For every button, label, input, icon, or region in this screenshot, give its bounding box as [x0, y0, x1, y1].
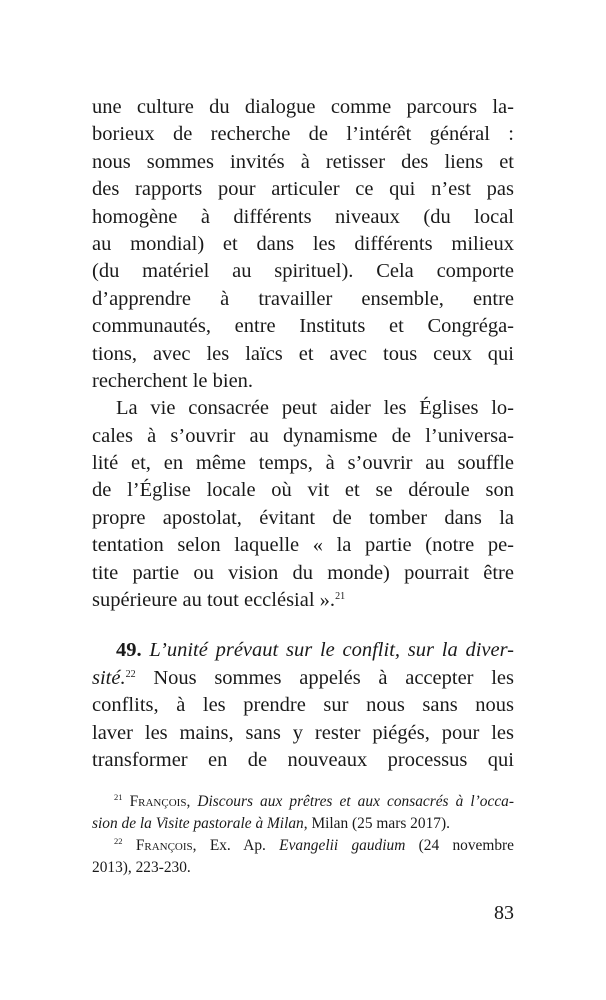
text-line: recherchent le bien.: [92, 369, 254, 392]
text-line: transformer en de nouveaux processus qui: [92, 748, 514, 771]
footnote-marker: 21: [114, 792, 123, 802]
page-number: 83: [494, 902, 514, 924]
text-line: tentation selon laquelle « la partie (notre pe-: [92, 534, 514, 557]
section-heading-line: [92, 637, 514, 664]
text-line: cales à s’ouvrir au dynamisme de l’universa-: [92, 424, 514, 447]
text-line: [92, 665, 514, 692]
footnote-title: sion de la Visite pastorale à Milan: [92, 815, 304, 832]
text-line: des rapports pour articuler ce qui n’est pas: [92, 178, 514, 201]
paragraph-2: [92, 395, 514, 614]
footnote-21: $^{21}$ François, Discours aux prêtres et aux consacrés à l’occa-: [114, 792, 514, 810]
footnote-21-cont: [92, 813, 514, 835]
text-line: conflits, à les prendre sur nous sans nous: [92, 694, 514, 717]
text-line: homogène à différents niveaux (du local: [92, 205, 514, 228]
footnote-text: (24 novembre: [405, 837, 514, 854]
text-line: nous sommes invités à retisser des liens et: [92, 150, 514, 173]
text-line: d’apprendre à travailler ensemble, entre: [92, 287, 514, 310]
text-line: (du matériel au spirituel). Cela comporte: [92, 260, 514, 283]
footnote-22-cont: 2013), 223-230.: [92, 859, 191, 876]
footnote-text: , Ex. Ap.: [192, 837, 280, 854]
text-line: au mondial) et dans les différents milieux: [92, 232, 514, 255]
section-title: L’unité prévaut sur le conflit, sur la diver-: [149, 639, 514, 662]
text-line: La vie consacrée peut aider les Églises lo-: [116, 397, 514, 420]
footnote-title: Evangelii gaudium: [279, 837, 406, 854]
text-fragment: supérieure au tout ecclésial ».: [92, 589, 336, 612]
text-line: lité et, en même temps, à s’ouvrir au souffle: [92, 452, 514, 475]
main-text: [92, 94, 514, 774]
text-fragment: Nous sommes appelés à accepter les: [135, 666, 514, 689]
section-49: [92, 637, 514, 774]
text-line: de l’Église locale où vit et se déroule son: [92, 479, 514, 502]
text-line: communautés, entre Instituts et Congréga-: [92, 315, 514, 338]
text-line: laver les mains, sans y rester piégés, pour les: [92, 721, 514, 744]
footnote-title: Discours aux prêtres et aux consacrés à l’occa-: [197, 793, 514, 810]
text-line: [92, 587, 514, 614]
footnote-ref: 22: [125, 668, 136, 680]
text-line: tions, avec les laïcs et avec tous ceux qui: [92, 342, 514, 365]
text-line: propre apostolat, évitant de tomber dans la: [92, 506, 514, 529]
section-title-end: sité.: [92, 666, 126, 689]
text-line: borieux de recherche de l’intérêt général :: [92, 123, 514, 146]
footnote-text: , Milan (25 mars 2017).: [303, 815, 450, 832]
section-spacer: [92, 614, 514, 637]
text-line: tite partie ou vision du monde) pourrait être: [92, 561, 514, 584]
footnotes: [92, 791, 514, 879]
footnote-author: François: [135, 837, 193, 854]
footnote-22: [92, 835, 514, 857]
footnote-author: François: [129, 793, 187, 810]
footnote-marker: 22: [114, 836, 123, 846]
text-line: une culture du dialogue comme parcours la-: [92, 96, 514, 118]
paragraph-1: [92, 94, 514, 395]
footnote-ref: 21: [335, 591, 346, 603]
section-number: 49.: [116, 639, 142, 662]
